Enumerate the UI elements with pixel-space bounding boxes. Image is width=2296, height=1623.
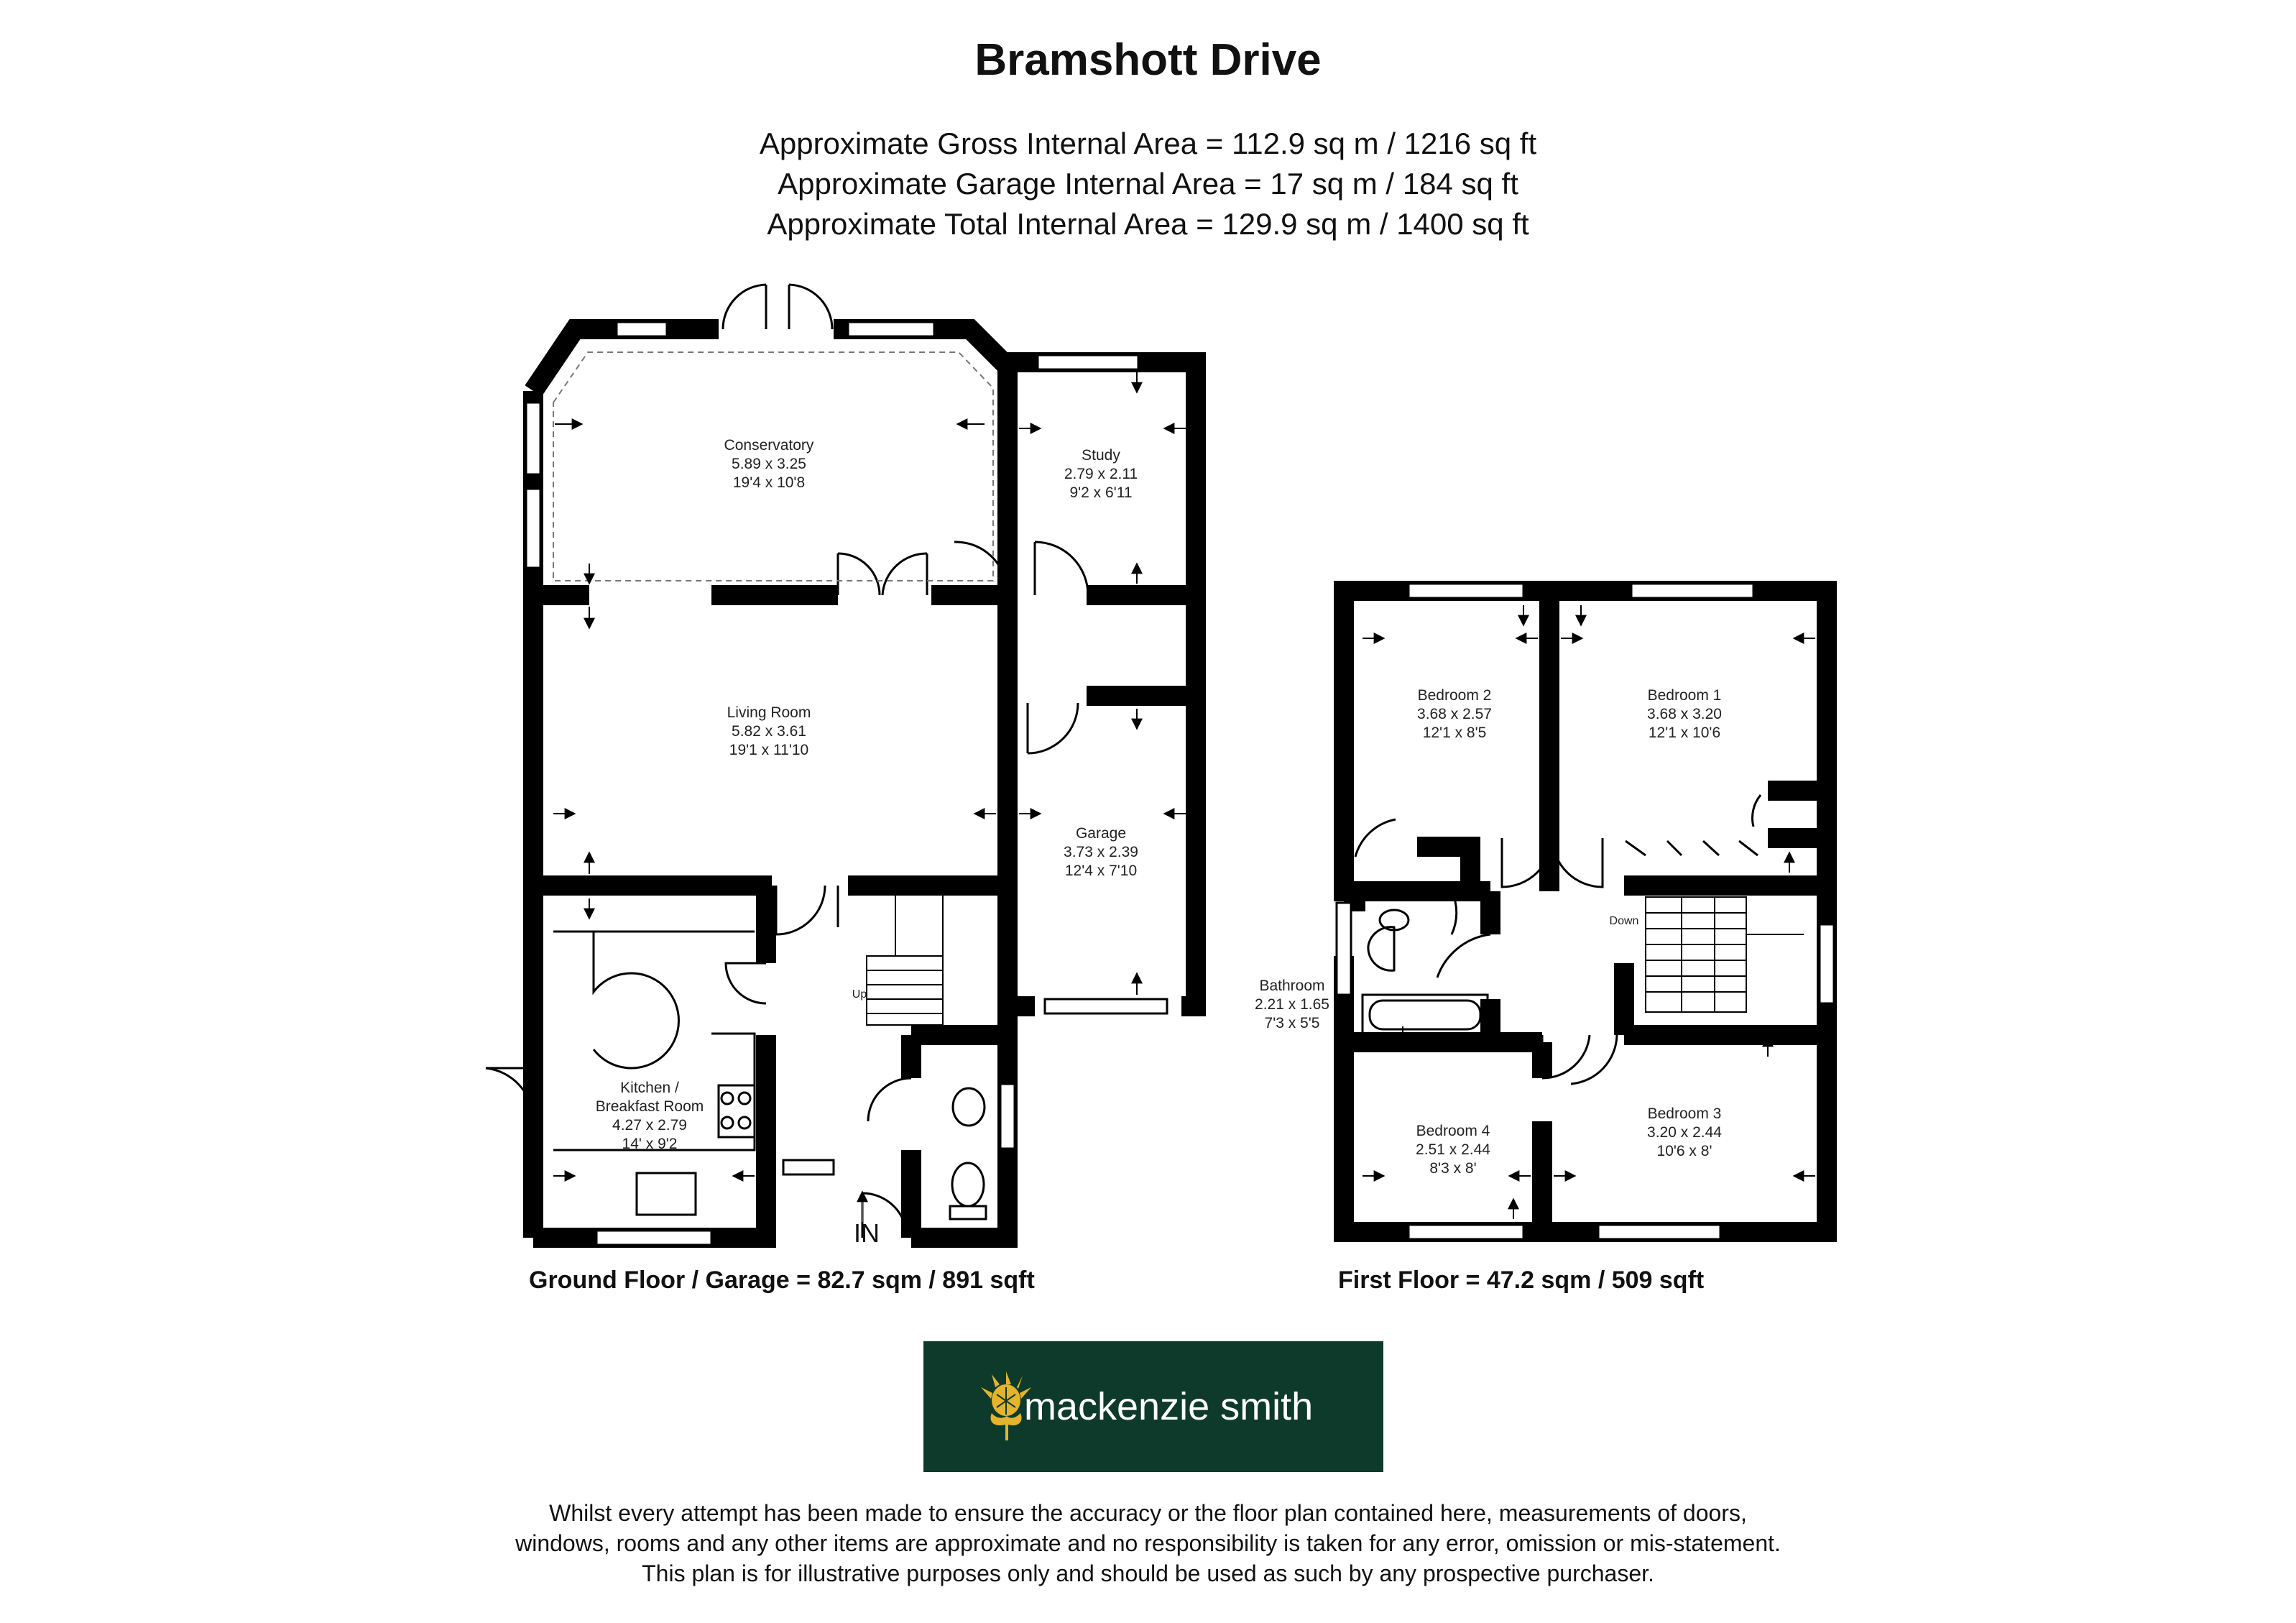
garage-imperial: 12'4 x 7'10 [1064,863,1138,879]
disclaimer-line1: Whilst every attempt has been made to ensure the accuracy or the floor plan contained here, measurements of doors, [549,1500,1747,1526]
living-room-imperial: 19'1 x 11'10 [729,742,809,758]
bathroom-fixtures [1363,910,1488,1035]
bedroom2-metric: 3.68 x 2.57 [1417,706,1492,722]
bedroom4-imperial: 8'3 x 8' [1429,1160,1477,1177]
conservatory-label: Conservatory [724,437,814,454]
bedroom3-imperial: 10'6 x 8' [1656,1143,1712,1159]
bedroom2-label: Bedroom 2 [1417,687,1492,704]
first-floor-stairs [1646,897,1804,1012]
disclaimer-line2: windows, rooms and any other items are approximate and no responsibility is taken for any error, omission or mis-statement. [515,1530,1781,1556]
bathroom-imperial: 7'3 x 5'5 [1264,1015,1320,1031]
agency-name: mackenzie smith [1024,1385,1314,1428]
first-floor-windows [1337,584,1834,1239]
first-stairs-label: Down [1609,915,1639,927]
study-metric: 2.79 x 2.11 [1064,466,1138,482]
study-label: Study [1082,447,1120,464]
ground-stairs-label: Up [852,988,867,1001]
gross-area-text: Approximate Gross Internal Area = 112.9 sq m / 1216 sq ft [759,127,1537,160]
page-title: Bramshott Drive [974,35,1322,85]
living-room-label: Living Room [727,704,811,721]
bedroom1-metric: 3.68 x 3.20 [1647,706,1722,722]
study-imperial: 9'2 x 6'11 [1069,484,1133,501]
kitchen-metric: 4.27 x 2.79 [612,1117,687,1134]
bathroom-label: Bathroom [1259,978,1325,994]
kitchen-label-line1: Kitchen / [620,1080,679,1096]
kitchen-imperial: 14' x 9'2 [622,1136,678,1152]
living-room-metric: 5.82 x 3.61 [732,723,806,740]
disclaimer [0,1498,2296,1588]
garage-label: Garage [1075,825,1127,842]
bedroom4-metric: 2.51 x 2.44 [1416,1141,1490,1158]
garage-metric: 3.73 x 2.39 [1064,844,1138,860]
entrance-label: IN [854,1218,880,1248]
conservatory-north-west-wall [533,329,719,391]
garage-area-text: Approximate Garage Internal Area = 17 sq m / 184 sq ft [778,167,1518,201]
bedroom4-label: Bedroom 4 [1416,1123,1490,1139]
ground-floor-caption: Ground Floor / Garage = 82.7 sqm / 891 sqft [529,1266,1035,1294]
ground-stairs [867,891,943,1025]
disclaimer-line3: This plan is for illustrative purposes only and should be used as such by any prospective purchaser. [642,1560,1654,1586]
bedroom1-label: Bedroom 1 [1647,687,1722,704]
conservatory-imperial: 19'4 x 10'8 [732,474,806,491]
total-area-text: Approximate Total Internal Area = 129.9 sq m / 1400 sq ft [767,207,1529,241]
first-floor-caption: First Floor = 47.2 sqm / 509 sqft [1338,1266,1705,1294]
wc-south-wall [911,1041,1008,1238]
kitchen-label-line2: Breakfast Room [595,1098,704,1115]
ground-room-labels [596,437,1138,1248]
wc-fixtures [950,1088,986,1219]
bedroom1-imperial: 12'1 x 10'6 [1648,725,1721,741]
agency-logo [923,1341,1383,1472]
kitchen-units [553,932,755,1215]
bedroom2-imperial: 12'1 x 8'5 [1422,725,1487,741]
bedroom3-metric: 3.20 x 2.44 [1647,1124,1722,1141]
bedroom3-label: Bedroom 3 [1647,1105,1722,1122]
bathroom-metric: 2.21 x 1.65 [1255,996,1329,1013]
conservatory-metric: 5.89 x 3.25 [732,456,806,472]
